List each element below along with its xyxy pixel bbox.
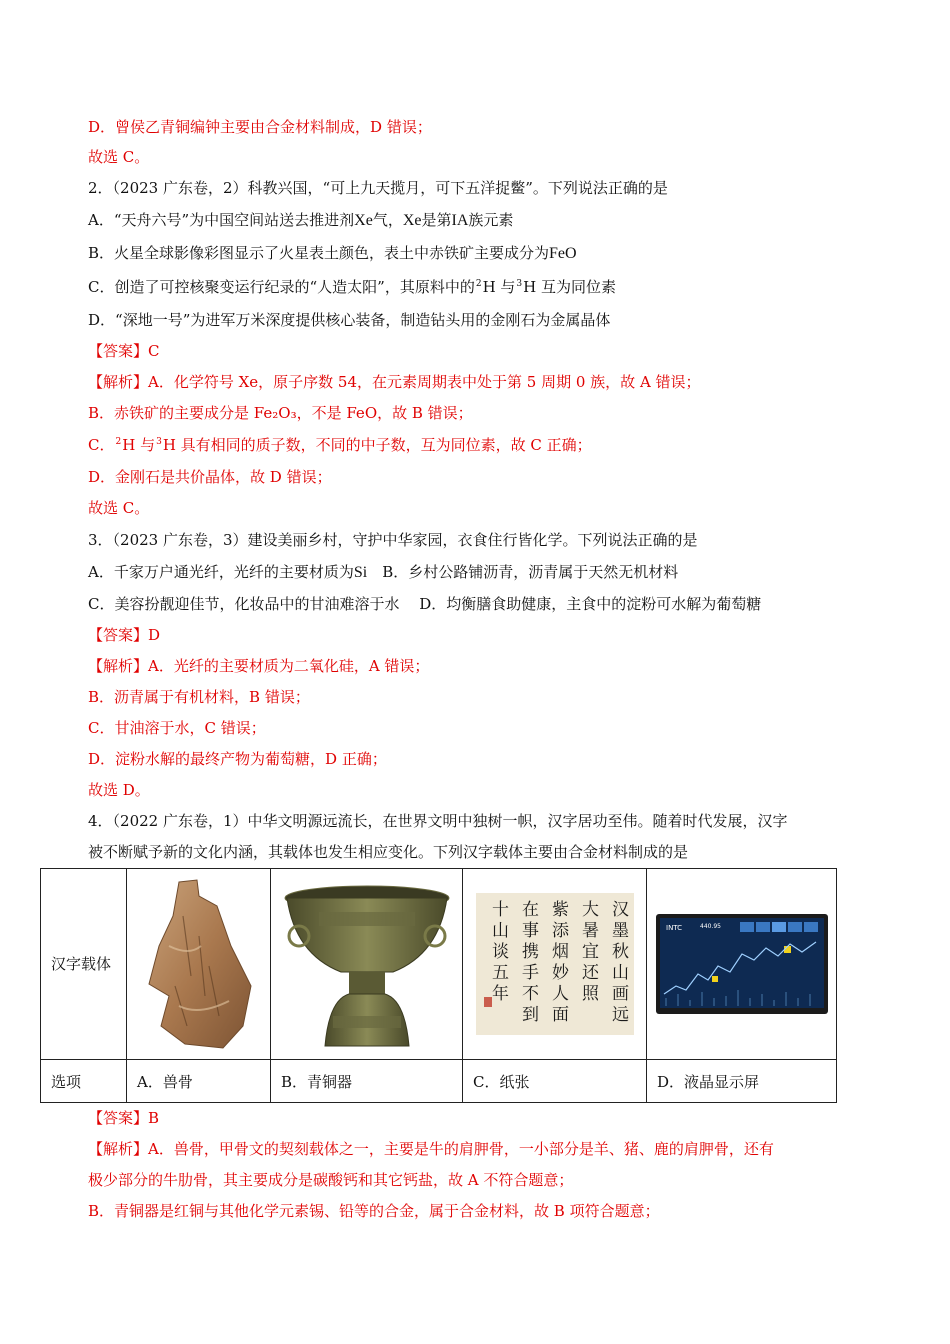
q2-stem: 2．（2023 广东卷，2）科教兴国，“可上九天揽月，可下五洋捉鳖”。下列说法正确的是 [88,179,668,197]
q1-conclusion: 故选 C。 [88,148,150,166]
lcd-screen-image [647,869,837,1060]
q3-options-ab: A．千家万户通光纤，光纤的主要材质为Si B．乡村公路铺沥青，沥青属于天然无机材料 [88,563,679,581]
calligraphy-char: 手 [521,963,539,983]
q4-explanation-a-line2: 极少部分的牛肋骨，其主要成分是碳酸钙和其它钙盐，故 A 不符合题意； [88,1171,574,1189]
calligraphy-char: 山 [491,921,509,941]
bronze-vessel-image [271,869,463,1060]
q3-options-cd: C．美容扮靓迎佳节，化妆品中的甘油难溶于水 D．均衡膳食助健康，主食中的淀粉可水解为葡萄糖 [88,595,762,613]
q4-explanation-b: B．青铜器是红铜与其他化学元素锡、铅等的合金，属于合金材料，故 B 项符合题意； [88,1202,660,1220]
calligraphy-char: 年 [491,984,509,1004]
calligraphy-char: 汉 [611,900,629,920]
q2-option-a: A．“天舟六号”为中国空间站送去推进剂Xe气，Xe是第IA族元素 [88,211,514,229]
calligraphy-char: 还 [581,963,599,983]
calligraphy-char: 照 [581,984,599,1004]
calligraphy-char: 山 [611,963,629,983]
q2-option-b: B．火星全球影像彩图显示了火星表土颜色，表土中赤铁矿主要成分为FeO [88,244,577,262]
option-d: D．液晶显示屏 [647,1060,837,1103]
option-a: A．兽骨 [127,1060,271,1103]
calligraphy-char: 人 [551,984,569,1004]
row-header-option: 选项 [41,1060,127,1103]
q3-explanation-b: B．沥青属于有机材料，B 错误； [88,688,310,706]
calligraphy-char: 紫 [551,900,569,920]
q2-option-d: D．“深地一号”为进军万米深度提供核心装备，制造钻头用的金刚石为金属晶体 [88,311,611,329]
calligraphy-char: 携 [521,942,539,962]
q3-explanation-d: D．淀粉水解的最终产物为葡萄糖，D 正确； [88,750,387,768]
calligraphy-char: 五 [491,963,509,983]
q2-explanation-d: D．金刚石是共价晶体，故 D 错误； [88,468,332,486]
carrier-table [40,868,837,1103]
q4-answer: 【答案】B [88,1109,160,1127]
calligraphy-char: 十 [491,900,509,920]
calligraphy-char: 暑 [581,921,599,941]
calligraphy-char: 添 [551,921,569,941]
calligraphy-char: 秋 [611,942,629,962]
calligraphy-char: 不 [521,984,539,1004]
q4-stem-line2: 被不断赋予新的文化内涵，其载体也发生相应变化。下列汉字载体主要由合金材料制成的是 [88,843,689,861]
q3-answer: 【答案】D [88,626,161,644]
calligraphy-char: 宜 [581,942,599,962]
q2-explanation-b: B．赤铁矿的主要成分是 Fe₂O₃，不是 FeO，故 B 错误； [88,404,473,422]
q4-stem-line1: 4．（2022 广东卷，1）中华文明源远流长，在世界文明中独树一帜，汉字居功至伟。随着时代发展，汉字 [88,812,788,830]
calligraphy-char: 大 [581,900,599,920]
row-header-carrier: 汉字载体 [41,869,127,1060]
q3-conclusion: 故选 D。 [88,781,150,799]
screen-price: 440.95 [699,923,721,930]
calligraphy-char: 墨 [611,921,629,941]
q4-explanation-a-line1: 【解析】A．兽骨，甲骨文的契刻载体之一，主要是牛的肩胛骨，一小部分是羊、猪、鹿的肩胛骨，还有 [88,1140,774,1158]
screen-ticker: INTC [665,924,682,932]
calligraphy-char: 远 [611,1005,629,1025]
calligraphy-paper-image [463,869,647,1060]
q2-explanation-c: C．$^2$H 与$^3$H 具有相同的质子数，不同的中子数，互为同位素，故 C 正确； [88,436,592,454]
calligraphy-char: 画 [611,984,629,1004]
calligraphy-char: 妙 [551,963,569,983]
calligraphy-char: 面 [551,1005,569,1025]
q2-option-c: C．创造了可控核聚变运行纪录的“人造太阳”，其原料中的$^2$H 与$^3$H 互为同位素 [88,278,617,296]
calligraphy-char: 谈 [491,942,509,962]
calligraphy-char: 事 [521,921,539,941]
q3-explanation-c: C．甘油溶于水，C 错误； [88,719,266,737]
q3-explanation-a: 【解析】A．光纤的主要材质为二氧化硅，A 错误； [88,657,430,675]
calligraphy-char: 到 [521,1005,539,1025]
calligraphy-char: 在 [521,900,539,920]
q2-conclusion: 故选 C。 [88,499,150,517]
calligraphy-char: 烟 [551,942,569,962]
q2-answer: 【答案】C [88,342,160,360]
q3-stem: 3．（2023 广东卷，3）建设美丽乡村，守护中华家园，衣食住行皆化学。下列说法正确的是 [88,531,698,549]
q2-explanation-a: 【解析】A．化学符号 Xe，原子序数 54，在元素周期表中处于第 5 周期 0 族，故 A 错误； [88,373,701,391]
option-c: C．纸张 [463,1060,647,1103]
q1-option-d-explanation: D．曾侯乙青铜编钟主要由合金材料制成，D 错误； [88,118,432,136]
oracle-bone-image [127,869,271,1060]
option-b: B．青铜器 [271,1060,463,1103]
